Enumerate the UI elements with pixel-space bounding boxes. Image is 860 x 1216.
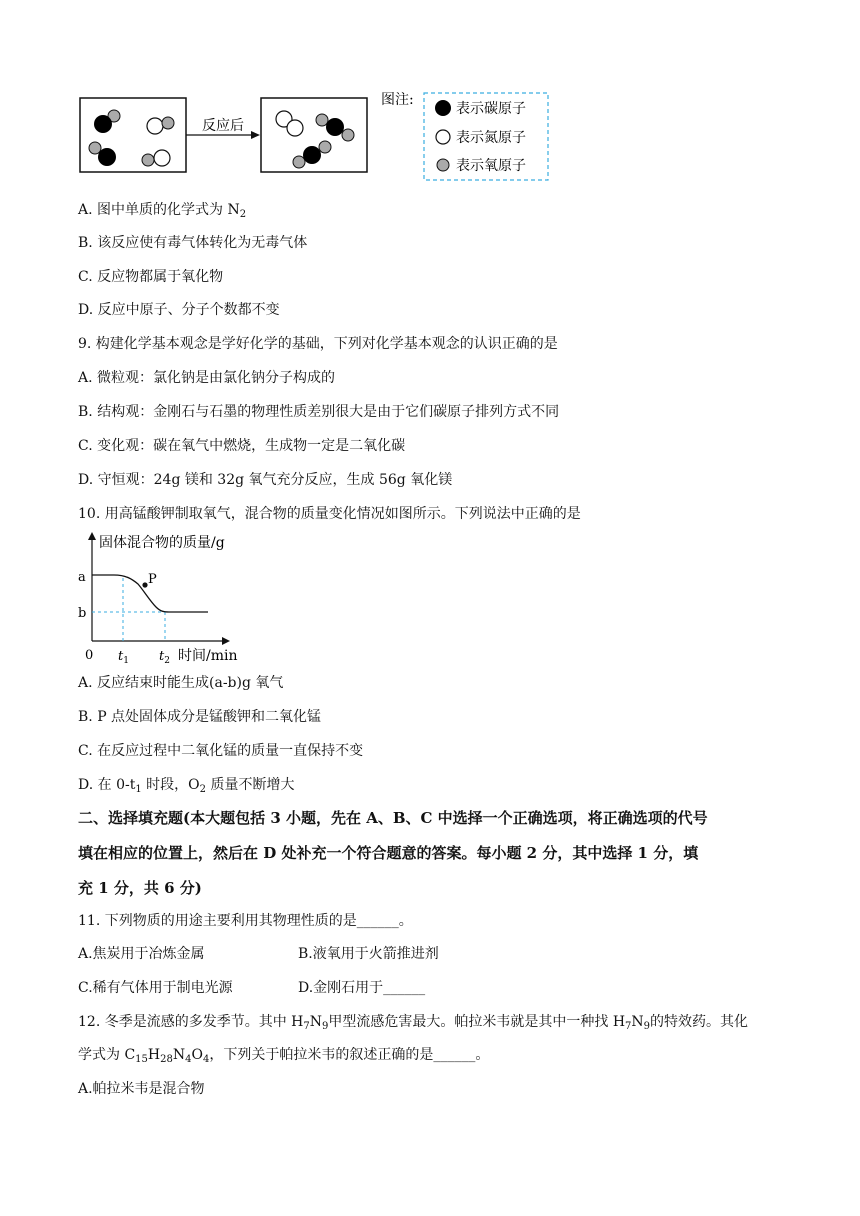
reaction-diagram xyxy=(76,86,556,186)
legend-oxygen-icon xyxy=(437,159,449,171)
q8-option-d: D. 反应中原子、分子个数都不变 xyxy=(78,302,280,318)
legend-carbon-icon xyxy=(435,100,451,116)
arrow-label: 反应后 xyxy=(202,118,244,134)
q12-stem-line1: 12. 冬季是流感的多发季节。其中 $H_7N_9$甲型流感危害最大。帕拉米韦就是其中一种找 $H_7N_9$的特效药。其化 xyxy=(78,1014,749,1032)
oxygen-atom xyxy=(293,156,305,168)
t2-label: $t_2$ xyxy=(159,649,170,666)
q11-option-b: B.液氧用于火箭推进剂 xyxy=(298,946,439,962)
legend-nitrogen-icon xyxy=(436,130,450,144)
q8-option-b: B. 该反应使有毒气体转化为无毒气体 xyxy=(78,235,308,251)
q12-option-a: A.帕拉米韦是混合物 xyxy=(78,1081,205,1097)
y-mark-a: a xyxy=(78,570,86,585)
nitrogen-atom xyxy=(147,118,163,134)
q10-option-c: C. 在反应过程中二氧化锰的质量一直保持不变 xyxy=(78,743,364,759)
legend-title: 图注: xyxy=(381,92,414,108)
y-axis-arrow xyxy=(88,532,96,540)
q11-option-a: A.焦炭用于冶炼金属 xyxy=(78,946,205,962)
point-p-label: P xyxy=(148,572,157,587)
q12-stem-line2: 学式为 $C_{15}H_{28}N_4O_4$，下列关于帕拉米韦的叙述正确的是______。 xyxy=(78,1047,490,1065)
oxygen-atom xyxy=(342,129,354,141)
q10-stem: 10. 用高锰酸钾制取氧气，混合物的质量变化情况如图所示。下列说法中正确的是 xyxy=(78,506,581,522)
carbon-atom xyxy=(303,146,321,164)
q8-option-a-text: A. 图中单质的化学式为 N xyxy=(78,202,240,218)
q11-option-c: C.稀有气体用于制电光源 xyxy=(78,980,233,996)
q8-option-c: C. 反应物都属于氧化物 xyxy=(78,269,224,285)
mass-time-chart xyxy=(74,526,254,668)
carbon-atom xyxy=(326,118,344,136)
oxygen-atom xyxy=(162,117,174,129)
legend-oxygen-label: 表示氧原子 xyxy=(456,158,526,174)
x-axis-label: 时间/min xyxy=(178,648,238,664)
y-mark-b: b xyxy=(78,606,87,621)
section2-heading-line2: 填在相应的位置上，然后在 D 处补充一个符合题意的答案。每小题 2 分，其中选择 1 分，填 xyxy=(78,844,699,862)
q9-option-c: C. 变化观：碳在氧气中燃烧，生成物一定是二氧化碳 xyxy=(78,438,406,454)
t1-label: $t_1$ xyxy=(118,649,129,666)
section2-heading-line3: 充 1 分，共 6 分) xyxy=(78,879,202,897)
q10-option-d: D. 在 $0-t_1$ 时段，$O_2$ 质量不断增大 xyxy=(78,777,295,795)
point-p xyxy=(142,582,147,587)
oxygen-atom xyxy=(316,114,328,126)
q10-option-a: A. 反应结束时能生成(a-b)g 氧气 xyxy=(78,675,284,691)
x-axis-arrow xyxy=(222,637,230,645)
q9-option-b: B. 结构观：金刚石与石墨的物理性质差别很大是由于它们碳原子排列方式不同 xyxy=(78,404,560,420)
y-axis-label: 固体混合物的质量/g xyxy=(99,535,225,551)
carbon-atom xyxy=(98,148,116,166)
q8-option-a xyxy=(78,201,246,224)
legend-carbon-label: 表示碳原子 xyxy=(456,101,526,117)
q11-option-d: D.金刚石用于______ xyxy=(298,980,426,996)
oxygen-atom xyxy=(142,154,154,166)
arrow-head xyxy=(251,131,260,139)
oxygen-atom xyxy=(89,142,101,154)
reactants-box xyxy=(80,98,186,172)
legend-nitrogen-label: 表示氮原子 xyxy=(456,130,526,146)
oxygen-atom xyxy=(319,141,331,153)
carbon-atom xyxy=(94,115,112,133)
subscript: 2 xyxy=(239,209,247,220)
nitrogen-atom xyxy=(287,120,303,136)
origin-label: 0 xyxy=(85,648,94,663)
nitrogen-atom xyxy=(154,150,170,166)
q11-stem: 11. 下列物质的用途主要利用其物理性质的是______。 xyxy=(78,913,413,929)
q10-option-b: B. P 点处固体成分是锰酸钾和二氧化锰 xyxy=(78,709,322,725)
section2-heading-line1: 二、选择填充题(本大题包括 3 小题，先在 A、B、C 中选择一个正确选项，将正确选项的代号 xyxy=(78,809,708,827)
q9-option-d: D. 守恒观：24g 镁和 32g 氧气充分反应，生成 56g 氧化镁 xyxy=(78,472,453,488)
q9-option-a: A. 微粒观：氯化钠是由氯化钠分子构成的 xyxy=(78,370,336,386)
q9-stem: 9. 构建化学基本观念是学好化学的基础，下列对化学基本观念的认识正确的是 xyxy=(78,336,558,352)
